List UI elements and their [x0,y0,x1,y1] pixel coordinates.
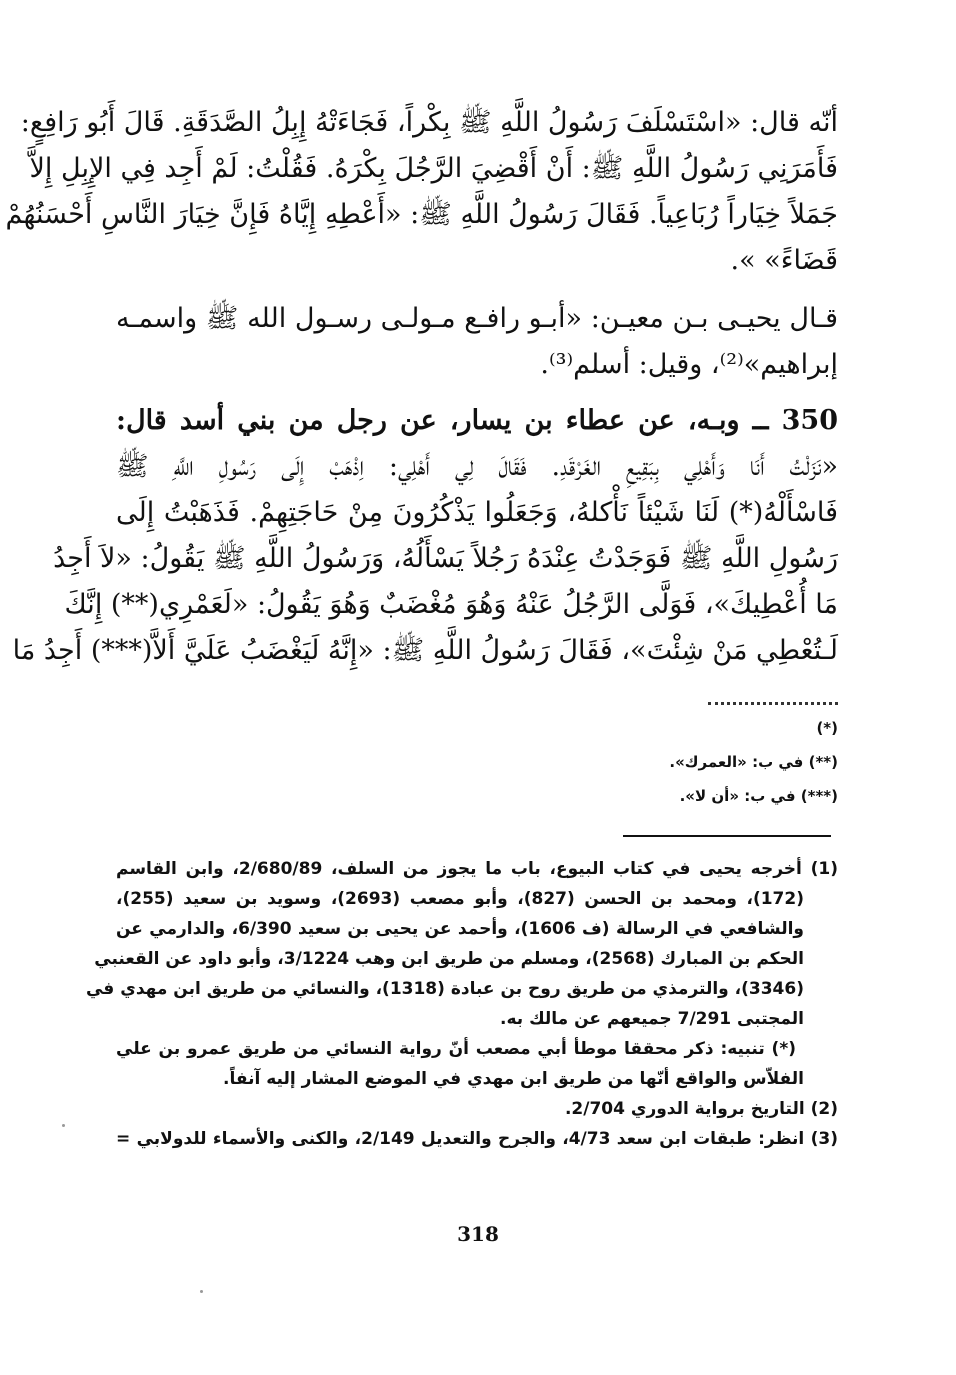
text-line: مَا أُعْطِيكَ»، فَوَلَّى الرَّجُلُ عَنْهُ وَهُوَ مُغْضَبٌ وَهُوَ يَقُولُ: «لَعَمْرِي(**) إِنَّكَ [64,589,838,620]
text-line: قَضَاءً» ». [730,245,838,276]
text-line: قـال يحيـى بـن معيـن: «أبـو رافـع مـولـى رسـول الله ﷺ واسمـه [116,303,838,334]
star-note: (*) [816,719,838,737]
text-line: أنّه قال: «اسْتَسْلَفَ رَسُولُ اللَّهِ ﷺ بِكْراً، فَجَاءَتْهُ إِبِلُ الصَّدَقَةِ. قَالَ أَبُو رَافِعٍ: [20,107,838,138]
footnote-line: (2) التاريخ برواية الدوري 2/704. [564,1099,838,1119]
footnote-line: الفلاّس والواقع أنّها من طريق ابن مهدي في الموضع المشار إليه آنفاً. [223,1069,804,1089]
text-line: «نَزَلْتُ أَنَا وَأَهْلِي بِبَقِيعِ الغَرْقَدِ. فَقَالَ لِي أَهْلِي: اِذْهَبْ إِلَى رَسُولِ اللَّهِ ﷺ [116,451,838,482]
text-line: فَأَمَرَنِي رَسُولُ اللَّهِ ﷺ: أَنْ أَقْضِيَ الرَّجُلَ بِكْرَهُ. فَقُلْتُ: لَمْ أَجِد فِي الإِبِلِ إِلاَّ [29,153,838,184]
footnote-line: (1) أخرجه يحيى في كتاب البيوع، باب ما يجوز من السلف، 2/680/89، وابن القاسم [116,859,839,879]
text-line: لَـتُعْطِي مَنْ شِئْتَ»، فَقَالَ رَسُولُ اللَّهِ ﷺ: «إِنَّهُ لَيَغْضَبُ عَلَيَّ أَلاَّ(***) أَجِدُ مَا [12,635,838,666]
footnote-line: (3346)، والترمذي من طريق روح بن عبادة (1318)، والنسائي من طريق ابن مهدي في [85,979,804,999]
continuation-dots [708,702,838,709]
main-paragraph-1 [5,100,838,284]
footnote-line: المجتبى 7/291 جميعهم عن مالك به. [500,1009,804,1029]
scan-speck [200,1290,203,1293]
main-paragraph-2 [116,296,838,388]
star-note: (***) في ب: «أن لا». [679,787,838,805]
main-paragraph-3 [12,398,838,674]
text-line: إبراهيم»⁽²⁾، وقيل: أسلم⁽³⁾. [540,349,838,380]
hadith-heading-line: 350 ــ وبـه، عن عطاء بن يسار، عن رجل من بني أسد قال: [116,405,838,436]
footnote-line: والشافعي في الرسالة (ف 1606)، وأحمد عن يحيى بن سعيد 6/390، والدارمي عن [116,919,804,939]
footnote-line: (3) انظر: طبقات ابن سعد 4/73، والجرح والتعديل 2/149، والكنى والأسماء للدولابي = [116,1129,838,1149]
footnote-line: الحكم بن المبارك (2568)، ومسلم من طريق ابن وهب 3/1224، وأبو داود عن القعنبي [94,949,804,969]
text-line: فَاسْأَلْهُ(*) لَنَا شَيْئاً نَأْكلهُ، وَجَعَلُوا يَذْكُرُونَ مِنْ حَاجَتِهِمْ. فَذَهَبْتُ إِلَى [116,497,838,528]
scan-speck [62,1124,65,1127]
page-number: 318 [457,1222,499,1246]
footnote-line: (*) تنبيه: ذكر محققا موطأ أبي مصعب أنّ رواية النسائي من طريق عمرو بن علي [116,1039,796,1059]
star-note: (**) في ب: «العمرك». [669,753,838,771]
text-line: رَسُولِ اللَّهِ ﷺ فَوَجَدْتُ عِنْدَهُ رَجُلاً يَسْأَلُهُ، وَرَسُولُ اللَّهِ ﷺ يَقُولُ: «لاَ أَجِدُ [53,543,838,574]
footnotes-block [85,854,839,1154]
footnote-separator [623,835,831,837]
footnote-line: (172)، ومحمد بن الحسن (827)، وأبو مصعب (2693)، وسويد بن سعيد (255)، [116,889,804,909]
text-line: جَمَلاً خِيَاراً رُبَاعِياً. فَقَالَ رَسُولُ اللَّهِ ﷺ: «أَعْطِهِ إِيَّاهُ فَإِنَّ خِيَارَ النَّاسِ أَحْسَنُهُمْ [5,199,838,230]
